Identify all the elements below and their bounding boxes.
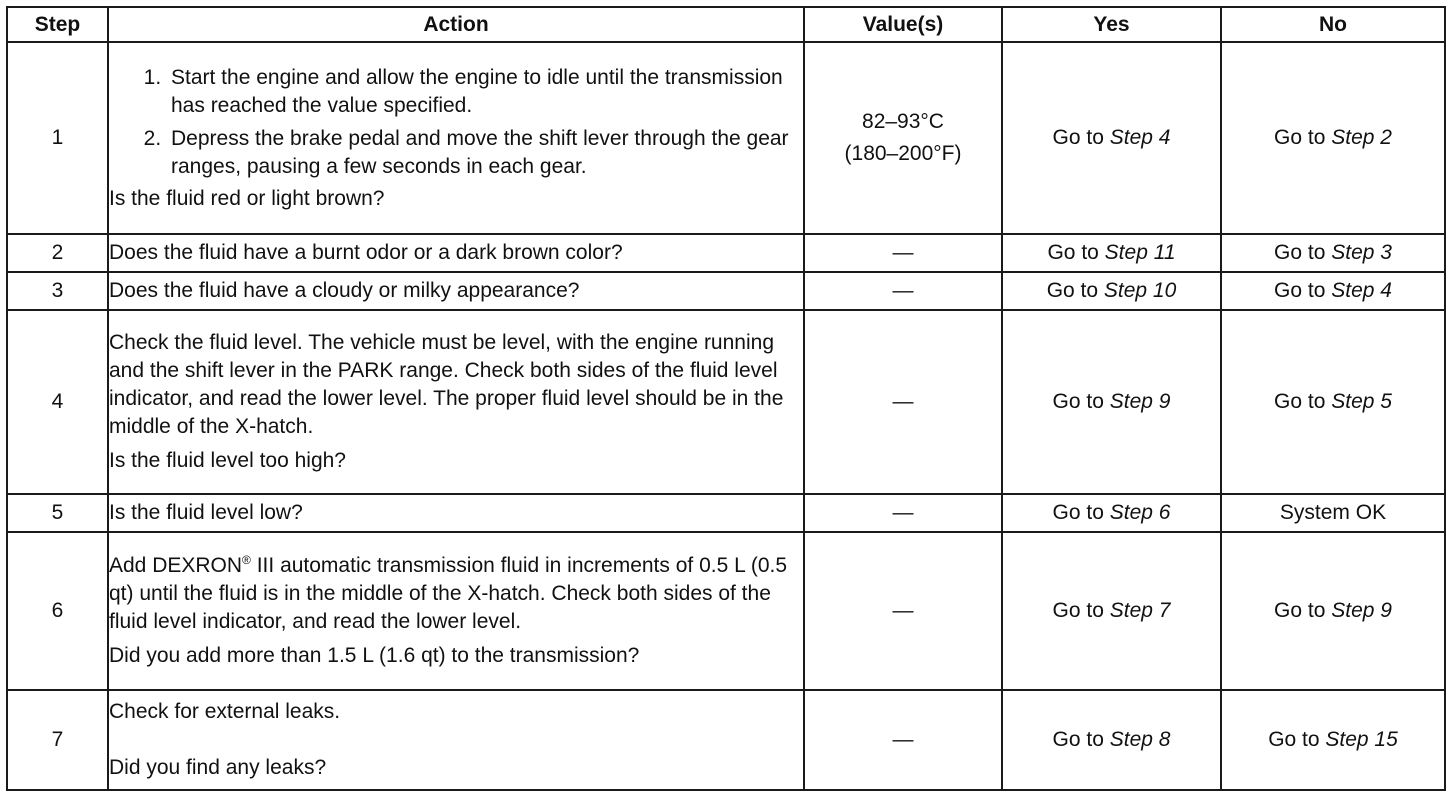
diagnostic-table	[6, 6, 1446, 791]
no-prefix: Go to	[1274, 241, 1332, 264]
yes-prefix: Go to	[1047, 241, 1105, 264]
step-number: 1	[7, 42, 108, 234]
table-row	[7, 690, 1445, 790]
action-cell	[108, 494, 804, 532]
table-row	[7, 42, 1445, 234]
value-dash: —	[892, 728, 914, 751]
yes-prefix: Go to	[1052, 390, 1110, 413]
step-number: 7	[7, 690, 108, 790]
yes-step-link[interactable]: Step 6	[1109, 501, 1171, 524]
no-step-link[interactable]: Step 4	[1331, 279, 1392, 302]
yes-cell	[1002, 234, 1221, 272]
action-question: Did you add more than 1.5 L (1.6 qt) to the transmission?	[109, 644, 640, 667]
action-cell	[108, 310, 804, 494]
value-cell	[804, 42, 1002, 234]
header-action: Action	[108, 7, 804, 42]
no-step-link[interactable]: Step 5	[1331, 390, 1392, 413]
yes-step-link[interactable]: Step 9	[1109, 390, 1171, 413]
yes-prefix: Go to	[1046, 279, 1104, 302]
yes-prefix: Go to	[1052, 728, 1110, 751]
no-cell	[1221, 42, 1445, 234]
no-cell	[1221, 690, 1445, 790]
no-cell	[1221, 532, 1445, 690]
no-step-link[interactable]: Step 9	[1331, 599, 1392, 622]
no-prefix: Go to	[1274, 279, 1332, 302]
value-cell	[804, 494, 1002, 532]
header-yes: Yes	[1002, 7, 1221, 42]
yes-step-link[interactable]: Step 10	[1103, 279, 1177, 302]
yes-cell	[1002, 42, 1221, 234]
table-row	[7, 532, 1445, 690]
yes-cell	[1002, 532, 1221, 690]
value-dash: —	[892, 501, 914, 524]
yes-cell	[1002, 690, 1221, 790]
value-cell	[804, 532, 1002, 690]
value-cell	[804, 310, 1002, 494]
action-text	[109, 552, 803, 636]
no-step-link[interactable]: Step 15	[1325, 728, 1398, 751]
action-text-post: III automatic transmission fluid in increments of 0.5 L (0.5 qt) until the fluid is in the middle of the X-hatch. Check both sides of the fluid level indicator, and read the lower level.	[109, 554, 788, 633]
system-ok-text: System OK	[1279, 501, 1387, 524]
header-row	[7, 7, 1445, 42]
yes-cell	[1002, 272, 1221, 310]
no-cell	[1221, 272, 1445, 310]
yes-cell	[1002, 310, 1221, 494]
step-number: 5	[7, 494, 108, 532]
table-row	[7, 234, 1445, 272]
yes-prefix: Go to	[1052, 126, 1110, 149]
action-list-item: 2. Depress the brake pedal and move the shift lever through the gear ranges, pausing a few seconds in each gear.	[167, 125, 803, 181]
yes-prefix: Go to	[1052, 501, 1110, 524]
no-cell	[1221, 494, 1445, 532]
no-prefix: Go to	[1268, 728, 1326, 751]
no-prefix: Go to	[1274, 126, 1332, 149]
action-list	[109, 64, 803, 181]
action-question: Is the fluid level too high?	[109, 449, 346, 472]
value-dash: —	[892, 279, 914, 302]
action-question: Did you find any leaks?	[109, 756, 327, 779]
yes-prefix: Go to	[1052, 599, 1110, 622]
action-question: Is the fluid red or light brown?	[109, 186, 385, 210]
no-step-link[interactable]: Step 2	[1331, 126, 1392, 149]
action-cell	[108, 42, 804, 234]
header-step: Step	[7, 7, 108, 42]
action-text: Check the fluid level. The vehicle must be level, with the engine running and the shift lever in the PARK range. Check both sides of the fluid level indicator, and read the lower level. The proper fluid level should be in the middle of the X-hatch.	[109, 331, 784, 438]
action-cell	[108, 272, 804, 310]
table-row	[7, 310, 1445, 494]
step-number: 6	[7, 532, 108, 690]
registered-mark: ®	[242, 553, 251, 567]
step-number: 2	[7, 234, 108, 272]
action-question: Does the fluid have a burnt odor or a dark brown color?	[109, 241, 623, 264]
no-prefix: Go to	[1274, 599, 1332, 622]
value-cell	[804, 234, 1002, 272]
action-question: Is the fluid level low?	[109, 501, 303, 524]
action-question: Does the fluid have a cloudy or milky appearance?	[109, 279, 580, 302]
yes-step-link[interactable]: Step 11	[1104, 241, 1176, 264]
value-dash: —	[892, 241, 914, 264]
value-dash: —	[892, 599, 914, 622]
yes-cell	[1002, 494, 1221, 532]
value-cell	[804, 690, 1002, 790]
table-row	[7, 494, 1445, 532]
value-dash: —	[892, 390, 914, 413]
no-cell	[1221, 234, 1445, 272]
action-cell	[108, 234, 804, 272]
yes-step-link[interactable]: Step 4	[1109, 126, 1171, 149]
header-values: Value(s)	[804, 7, 1002, 42]
no-step-link[interactable]: Step 3	[1331, 241, 1392, 264]
step-number: 4	[7, 310, 108, 494]
table-row	[7, 272, 1445, 310]
step-number: 3	[7, 272, 108, 310]
value-fahrenheit: (180–200°F)	[844, 142, 962, 165]
action-text-pre: Add DEXRON	[109, 554, 243, 577]
action-text: Check for external leaks.	[109, 700, 341, 723]
yes-step-link[interactable]: Step 8	[1109, 728, 1171, 751]
yes-step-link[interactable]: Step 7	[1109, 599, 1171, 622]
value-celsius: 82–93°C	[862, 110, 944, 133]
no-cell	[1221, 310, 1445, 494]
header-no: No	[1221, 7, 1445, 42]
action-cell	[108, 532, 804, 690]
value-cell	[804, 272, 1002, 310]
action-cell	[108, 690, 804, 790]
action-list-item: 1. Start the engine and allow the engine to idle until the transmission has reached the value specified.	[167, 64, 803, 120]
no-prefix: Go to	[1274, 390, 1332, 413]
